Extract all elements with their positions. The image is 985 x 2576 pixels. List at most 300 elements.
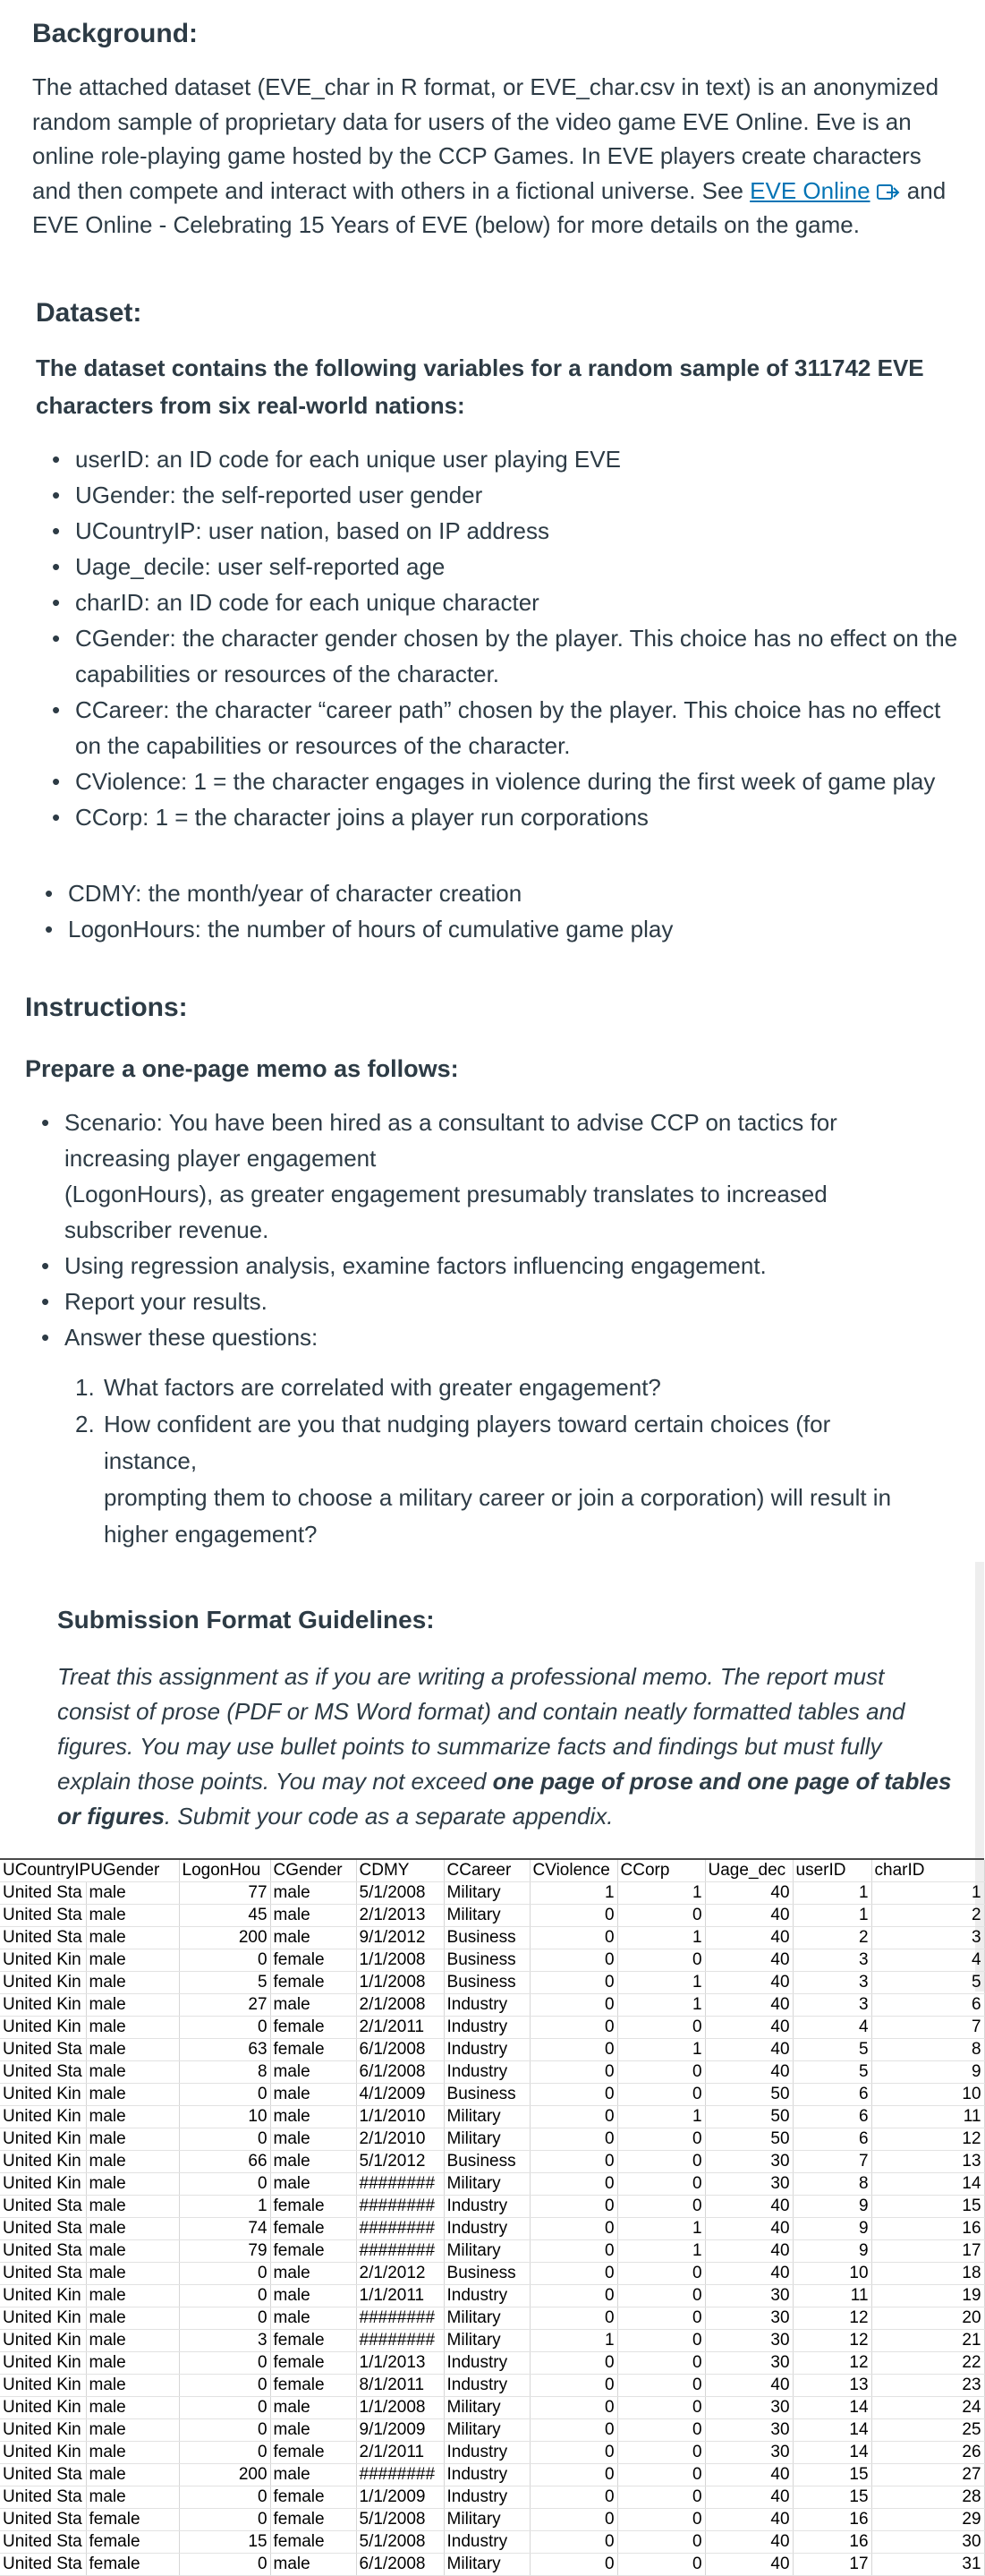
table-cell: female: [270, 2330, 356, 2352]
table-cell: United Kin: [0, 2397, 86, 2419]
table-cell: 30: [705, 2151, 793, 2173]
dataset-intro: The dataset contains the following variables for a random sample of 311742 EVE characters from six real-world nations:: [36, 354, 924, 419]
table-row: [0, 1882, 984, 1905]
table-cell: 29: [871, 2509, 984, 2531]
header-cell: UCountryIPUGender: [0, 1860, 179, 1882]
table-cell: Industry: [444, 2442, 530, 2464]
table-row: [0, 2464, 984, 2486]
table-cell: female: [270, 2486, 356, 2509]
dataset-spreadsheet: [0, 1858, 984, 2573]
table-cell: 40: [705, 2196, 793, 2218]
table-cell: 0: [617, 2397, 705, 2419]
table-cell: 0: [617, 2464, 705, 2486]
table-cell: male: [86, 2419, 179, 2442]
table-cell: male: [86, 2196, 179, 2218]
table-cell: 0: [617, 2017, 705, 2039]
table-cell: 0: [530, 2084, 617, 2106]
table-cell: 5/1/2008: [356, 1882, 444, 1905]
table-cell: 10: [793, 2263, 871, 2285]
table-cell: 0: [617, 2196, 705, 2218]
table-cell: 1: [617, 1994, 705, 2017]
table-cell: 0: [530, 1905, 617, 1927]
table-cell: 63: [179, 2039, 270, 2061]
table-cell: male: [86, 2375, 179, 2397]
table-row: [0, 2486, 984, 2509]
table-cell: 13: [793, 2375, 871, 2397]
table-cell: 1: [617, 2218, 705, 2240]
table-cell: male: [270, 2106, 356, 2128]
table-row: [0, 2039, 984, 2061]
table-cell: 14: [793, 2442, 871, 2464]
table-cell: male: [86, 2218, 179, 2240]
table-cell: 9/1/2009: [356, 2419, 444, 2442]
table-cell: 0: [617, 1905, 705, 1927]
table-cell: female: [270, 2196, 356, 2218]
background-text-tail: and EVE Online - Celebrating 15 Years of EVE (below) for more details on the game.: [32, 176, 947, 238]
table-cell: 0: [530, 2442, 617, 2464]
table-cell: 0: [530, 2017, 617, 2039]
submission-heading: Submission Format Guidelines:: [57, 1606, 435, 1633]
table-cell: male: [270, 1905, 356, 1927]
table-cell: 1: [617, 2240, 705, 2263]
table-cell: 0: [617, 2330, 705, 2352]
scenario-item: • Scenario: You have been hired as a consultant to advise CCP on tactics for increasing player engagement (LogonHours), as greater engagement presumably translates to increased subscriber revenue.: [64, 1105, 959, 1248]
instructions-list: [64, 1105, 959, 1355]
eve-online-link[interactable]: EVE Online: [750, 176, 870, 204]
table-cell: 3: [871, 1927, 984, 1949]
table-cell: female: [270, 2442, 356, 2464]
table-cell: Industry: [444, 2352, 530, 2375]
table-cell: 7: [871, 2017, 984, 2039]
header-cell: Uage_dec: [705, 1860, 793, 1882]
question-item: 2. How confident are you that nudging players toward certain choices (for instance, prompting them to choose a military career or join a corporation) will result in higher engagement?: [75, 1411, 892, 1548]
table-cell: 0: [530, 2106, 617, 2128]
table-cell: United Kin: [0, 2375, 86, 2397]
table-cell: male: [86, 2240, 179, 2263]
table-cell: United Kin: [0, 1949, 86, 1972]
table-cell: Industry: [444, 2218, 530, 2240]
variable-item: • charID: an ID code for each unique character: [75, 584, 961, 620]
table-cell: 8: [179, 2061, 270, 2084]
table-cell: 0: [617, 2151, 705, 2173]
table-cell: female: [270, 2375, 356, 2397]
table-cell: 0: [617, 2285, 705, 2307]
table-cell: 9: [871, 2061, 984, 2084]
header-cell: CCareer: [444, 1860, 530, 1882]
table-cell: 40: [705, 2039, 793, 2061]
table-row: [0, 2442, 984, 2464]
table-cell: 74: [179, 2218, 270, 2240]
table-cell: United Sta: [0, 2240, 86, 2263]
table-cell: 30: [705, 2307, 793, 2330]
table-cell: 0: [179, 2128, 270, 2151]
table-cell: male: [86, 2464, 179, 2486]
table-cell: male: [86, 2263, 179, 2285]
table-cell: 0: [617, 2509, 705, 2531]
table-cell: male: [270, 1927, 356, 1949]
table-cell: male: [270, 2128, 356, 2151]
table-cell: 14: [793, 2397, 871, 2419]
table-cell: 26: [871, 2442, 984, 2464]
table-cell: female: [270, 1972, 356, 1994]
table-cell: female: [270, 2017, 356, 2039]
table-cell: 15: [793, 2486, 871, 2509]
table-cell: ########: [356, 2196, 444, 2218]
table-cell: 40: [705, 2061, 793, 2084]
table-cell: United Sta: [0, 2486, 86, 2509]
table-cell: Industry: [444, 2061, 530, 2084]
table-cell: 16: [793, 2509, 871, 2531]
table-cell: 12: [871, 2128, 984, 2151]
table-cell: 0: [530, 1949, 617, 1972]
table-cell: 0: [530, 2285, 617, 2307]
table-cell: 40: [705, 2017, 793, 2039]
table-cell: 30: [705, 2173, 793, 2196]
table-cell: United Kin: [0, 2442, 86, 2464]
table-cell: 1/1/2010: [356, 2106, 444, 2128]
table-cell: 24: [871, 2397, 984, 2419]
table-cell: 0: [530, 2061, 617, 2084]
table-cell: 18: [871, 2263, 984, 2285]
table-row: [0, 2106, 984, 2128]
table-cell: 1: [617, 1882, 705, 1905]
table-cell: ########: [356, 2218, 444, 2240]
variable-item: • CCorp: 1 = the character joins a player run corporations: [75, 799, 961, 835]
table-cell: male: [86, 2061, 179, 2084]
table-row: [0, 2307, 984, 2330]
table-row: [0, 1905, 984, 1927]
background-text: The attached dataset (EVE_char in R format, or EVE_char.csv in text) is an anonymized random sample of proprietary data for users of the video game EVE Online. Eve is an online role-playing game hosted by the CCP Games. In EVE players create characters and then compete and interact with others in a fictional universe. See: [32, 73, 939, 204]
table-cell: 9: [793, 2240, 871, 2263]
table-cell: 0: [179, 2173, 270, 2196]
table-cell: United Kin: [0, 2017, 86, 2039]
table-cell: United Kin: [0, 1994, 86, 2017]
table-cell: 12: [793, 2330, 871, 2352]
table-cell: 40: [705, 1882, 793, 1905]
table-cell: 6: [793, 2106, 871, 2128]
table-cell: 0: [179, 2263, 270, 2285]
table-cell: Military: [444, 2128, 530, 2151]
table-cell: 14: [871, 2173, 984, 2196]
table-cell: 6/1/2008: [356, 2061, 444, 2084]
table-cell: 27: [871, 2464, 984, 2486]
table-cell: ########: [356, 2330, 444, 2352]
table-cell: United Kin: [0, 1972, 86, 1994]
table-cell: ########: [356, 2240, 444, 2263]
table-cell: United Kin: [0, 2106, 86, 2128]
table-cell: 0: [617, 2419, 705, 2442]
table-cell: 0: [179, 2486, 270, 2509]
table-cell: male: [86, 2173, 179, 2196]
table-cell: 1: [530, 2330, 617, 2352]
variable-item: • CGender: the character gender chosen by the player. This choice has no effect on the capabilities or resources of the character.: [75, 620, 961, 692]
table-cell: United Kin: [0, 2352, 86, 2375]
table-cell: 16: [793, 2531, 871, 2554]
table-cell: 30: [705, 2330, 793, 2352]
table-cell: 50: [705, 2128, 793, 2151]
table-cell: 9: [793, 2218, 871, 2240]
table-cell: United Sta: [0, 2554, 86, 2576]
table-row: [0, 2151, 984, 2173]
table-cell: 0: [179, 2442, 270, 2464]
table-cell: 5: [871, 1972, 984, 1994]
table-cell: 7: [793, 2151, 871, 2173]
table-row: [0, 2263, 984, 2285]
table-cell: 3: [793, 1972, 871, 1994]
table-cell: female: [86, 2509, 179, 2531]
table-cell: male: [270, 2285, 356, 2307]
instruction-item: • Report your results.: [64, 1284, 959, 1319]
table-cell: 0: [530, 2263, 617, 2285]
table-cell: 1/1/2008: [356, 2397, 444, 2419]
variable-item: • UCountryIP: user nation, based on IP address: [75, 513, 961, 549]
table-cell: 1: [617, 1972, 705, 1994]
table-cell: 1: [871, 1882, 984, 1905]
table-cell: male: [270, 2419, 356, 2442]
instructions-heading: Instructions:: [25, 993, 188, 1022]
header-cell: userID: [793, 1860, 871, 1882]
table-cell: male: [86, 2151, 179, 2173]
table-cell: 31: [871, 2554, 984, 2576]
table-cell: United Sta: [0, 2464, 86, 2486]
table-cell: 50: [705, 2106, 793, 2128]
table-cell: Military: [444, 2106, 530, 2128]
header-row: [0, 1860, 984, 1882]
table-cell: 8: [793, 2173, 871, 2196]
table-cell: male: [86, 2285, 179, 2307]
submission-paragraph: Treat this assignment as if you are writing a professional memo. The report must consist of prose (PDF or MS Word format) and contain neatly formatted tables and figures. You may use bullet points to summarize facts and findings but must fully explain those points. You may not exceed one page of prose and one page of tables or figures. Submit your code as a separate appendix.: [57, 1663, 952, 1830]
table-cell: male: [86, 2307, 179, 2330]
table-cell: 0: [179, 2285, 270, 2307]
table-row: [0, 2330, 984, 2352]
table-row: [0, 2375, 984, 2397]
table-cell: 13: [871, 2151, 984, 2173]
table-cell: 2/1/2011: [356, 2017, 444, 2039]
table-cell: male: [86, 2039, 179, 2061]
table-cell: Military: [444, 2509, 530, 2531]
table-cell: 0: [617, 2084, 705, 2106]
table-cell: male: [86, 2017, 179, 2039]
table-row: [0, 2285, 984, 2307]
table-cell: 20: [871, 2307, 984, 2330]
table-cell: Business: [444, 1949, 530, 1972]
header-cell: CDMY: [356, 1860, 444, 1882]
table-cell: 0: [530, 2307, 617, 2330]
table-row: [0, 2173, 984, 2196]
table-cell: 23: [871, 2375, 984, 2397]
table-cell: Industry: [444, 1994, 530, 2017]
header-cell: CViolence: [530, 1860, 617, 1882]
table-cell: 0: [179, 2017, 270, 2039]
instructions-subheading: Prepare a one-page memo as follows:: [25, 1055, 459, 1082]
table-cell: 0: [530, 2509, 617, 2531]
table-cell: Business: [444, 1927, 530, 1949]
table-cell: 40: [705, 2263, 793, 2285]
table-cell: United Kin: [0, 2285, 86, 2307]
table-cell: 9/1/2012: [356, 1927, 444, 1949]
table-cell: 4: [871, 1949, 984, 1972]
table-cell: 0: [617, 2486, 705, 2509]
dataset-heading: Dataset:: [36, 298, 142, 328]
variable-item: • LogonHours: the number of hours of cumulative game play: [68, 911, 954, 947]
table-cell: 6/1/2008: [356, 2039, 444, 2061]
table-cell: 1: [617, 1927, 705, 1949]
table-cell: 1: [179, 2196, 270, 2218]
table-cell: 21: [871, 2330, 984, 2352]
table-cell: 2/1/2013: [356, 1905, 444, 1927]
table-cell: 30: [705, 2352, 793, 2375]
table-cell: 5: [793, 2061, 871, 2084]
background-heading: Background:: [32, 19, 199, 48]
table-cell: 25: [871, 2419, 984, 2442]
table-cell: 200: [179, 2464, 270, 2486]
table-cell: 9: [793, 2196, 871, 2218]
table-cell: 8: [871, 2039, 984, 2061]
table-cell: Industry: [444, 2375, 530, 2397]
table-cell: 0: [530, 2151, 617, 2173]
table-cell: 40: [705, 1994, 793, 2017]
table-cell: 6: [793, 2084, 871, 2106]
table-cell: ########: [356, 2307, 444, 2330]
table-cell: male: [86, 1905, 179, 1927]
table-cell: 30: [705, 2419, 793, 2442]
header-cell: charID: [871, 1860, 984, 1882]
table-cell: United Kin: [0, 2151, 86, 2173]
table-cell: 14: [793, 2419, 871, 2442]
table-cell: United Sta: [0, 1905, 86, 1927]
table-cell: 10: [871, 2084, 984, 2106]
table-cell: 40: [705, 2218, 793, 2240]
variable-item: • CViolence: 1 = the character engages in violence during the first week of game play: [75, 763, 961, 799]
table-cell: male: [86, 1949, 179, 1972]
table-cell: female: [270, 1949, 356, 1972]
table-cell: 2: [793, 1927, 871, 1949]
table-cell: 40: [705, 2464, 793, 2486]
table-cell: 50: [705, 2084, 793, 2106]
table-cell: 3: [793, 1949, 871, 1972]
table-cell: 0: [530, 2464, 617, 2486]
table-row: [0, 2531, 984, 2554]
table-cell: 30: [705, 2442, 793, 2464]
table-row: [0, 2554, 984, 2576]
spreadsheet-table: [0, 1860, 985, 2576]
table-cell: United Kin: [0, 2128, 86, 2151]
table-row: [0, 2419, 984, 2442]
table-cell: 0: [530, 2397, 617, 2419]
table-cell: female: [86, 2531, 179, 2554]
table-row: [0, 2061, 984, 2084]
table-cell: 5/1/2008: [356, 2531, 444, 2554]
table-cell: 79: [179, 2240, 270, 2263]
table-cell: 10: [179, 2106, 270, 2128]
table-cell: 30: [705, 2397, 793, 2419]
table-cell: 200: [179, 1927, 270, 1949]
table-cell: 0: [617, 2554, 705, 2576]
table-cell: 0: [179, 2419, 270, 2442]
questions-list: [75, 1369, 963, 1553]
table-cell: male: [270, 1994, 356, 2017]
table-cell: Military: [444, 1905, 530, 1927]
header-cell: LogonHou: [179, 1860, 270, 1882]
table-cell: 5/1/2012: [356, 2151, 444, 2173]
table-cell: United Sta: [0, 2509, 86, 2531]
table-cell: 0: [179, 2084, 270, 2106]
table-cell: male: [86, 1972, 179, 1994]
table-cell: 0: [617, 2352, 705, 2375]
table-cell: 40: [705, 1949, 793, 1972]
table-cell: male: [86, 1882, 179, 1905]
table-cell: United Kin: [0, 2330, 86, 2352]
table-cell: 4: [793, 2017, 871, 2039]
table-cell: 1: [617, 2106, 705, 2128]
table-cell: Military: [444, 1882, 530, 1905]
table-cell: male: [86, 2397, 179, 2419]
table-cell: female: [86, 2554, 179, 2576]
table-cell: 8/1/2011: [356, 2375, 444, 2397]
table-cell: male: [270, 2397, 356, 2419]
table-row: [0, 2128, 984, 2151]
table-cell: Industry: [444, 2531, 530, 2554]
table-cell: male: [86, 2128, 179, 2151]
table-cell: male: [86, 2442, 179, 2464]
table-cell: 45: [179, 1905, 270, 1927]
table-cell: 40: [705, 2375, 793, 2397]
table-row: [0, 2240, 984, 2263]
table-cell: 6: [871, 1994, 984, 2017]
table-cell: male: [270, 1882, 356, 1905]
table-cell: 0: [617, 2531, 705, 2554]
table-cell: female: [270, 2218, 356, 2240]
table-cell: male: [270, 2151, 356, 2173]
table-cell: Business: [444, 1972, 530, 1994]
table-cell: 0: [530, 2486, 617, 2509]
table-cell: 40: [705, 1905, 793, 1927]
table-cell: male: [270, 2263, 356, 2285]
table-cell: United Sta: [0, 2061, 86, 2084]
table-cell: 0: [617, 2375, 705, 2397]
table-cell: 0: [179, 2509, 270, 2531]
table-cell: ########: [356, 2464, 444, 2486]
table-cell: Military: [444, 2397, 530, 2419]
table-cell: Military: [444, 2307, 530, 2330]
table-cell: United Sta: [0, 2218, 86, 2240]
table-cell: United Kin: [0, 2084, 86, 2106]
table-cell: 22: [871, 2352, 984, 2375]
header-cell: CCorp: [617, 1860, 705, 1882]
table-cell: 3: [793, 1994, 871, 2017]
table-cell: male: [86, 1994, 179, 2017]
table-cell: 27: [179, 1994, 270, 2017]
table-cell: Military: [444, 2554, 530, 2576]
table-cell: 17: [871, 2240, 984, 2263]
table-cell: 77: [179, 1882, 270, 1905]
table-cell: 0: [530, 2375, 617, 2397]
table-cell: 0: [179, 1949, 270, 1972]
table-cell: male: [86, 2330, 179, 2352]
table-cell: 30: [705, 2285, 793, 2307]
table-cell: Business: [444, 2084, 530, 2106]
table-cell: ########: [356, 2173, 444, 2196]
table-cell: 1/1/2009: [356, 2486, 444, 2509]
table-cell: United Sta: [0, 2196, 86, 2218]
table-cell: 0: [530, 1994, 617, 2017]
table-row: [0, 2084, 984, 2106]
table-cell: 0: [530, 2196, 617, 2218]
table-row: [0, 2509, 984, 2531]
table-cell: 1/1/2008: [356, 1949, 444, 1972]
table-cell: 0: [617, 2442, 705, 2464]
table-cell: Business: [444, 2263, 530, 2285]
